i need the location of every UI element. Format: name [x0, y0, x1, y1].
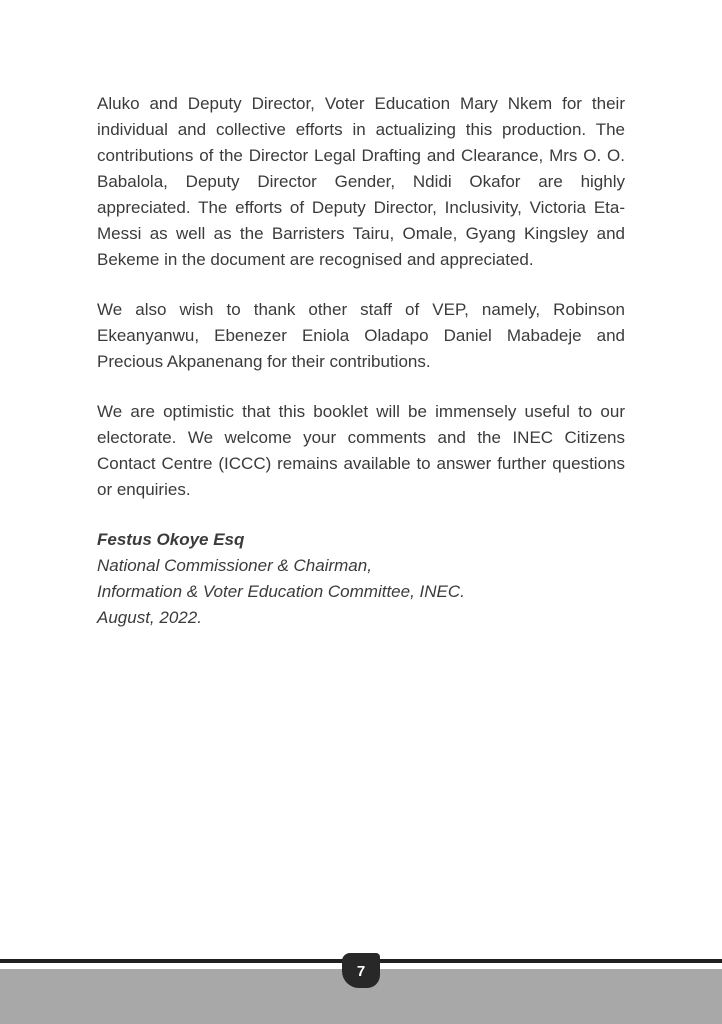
signatory-committee: Information & Voter Education Committee, INEC. — [97, 582, 465, 601]
paragraph-acknowledgements: Aluko and Deputy Director, Voter Education Mary Nkem for their individual and collective efforts in actualizing this production. The contributions of the Director Legal Drafting and Clearance, Mrs O. O. Babalola, Deputy Director Gender, Ndidi Okafor are highly appreciated. The efforts of Deputy Director, Inclusivity, Victoria Eta-Messi as well as the Barristers Tairu, Omale, Gyang Kingsley and Bekeme in the document are recognised and appreciated. — [97, 94, 625, 269]
page-number-badge — [342, 953, 380, 988]
page-content — [97, 91, 625, 631]
signature-block — [97, 527, 625, 631]
page-number: 7 — [356, 963, 366, 980]
signatory-role: National Commissioner & Chairman, — [97, 556, 372, 575]
signature-date: August, 2022. — [97, 608, 202, 627]
paragraph-staff-thanks: We also wish to thank other staff of VEP, namely, Robinson Ekeanyanwu, Ebenezer Eniola Oladapo Daniel Mabadeje and Precious Akpanenang for their contributions. — [97, 300, 625, 371]
paragraph-closing: We are optimistic that this booklet will be immensely useful to our electorate. We welcome your comments and the INEC Citizens Contact Centre (ICCC) remains available to answer further questions or enquiries. — [97, 402, 625, 499]
signatory-name: Festus Okoye Esq — [97, 530, 245, 549]
